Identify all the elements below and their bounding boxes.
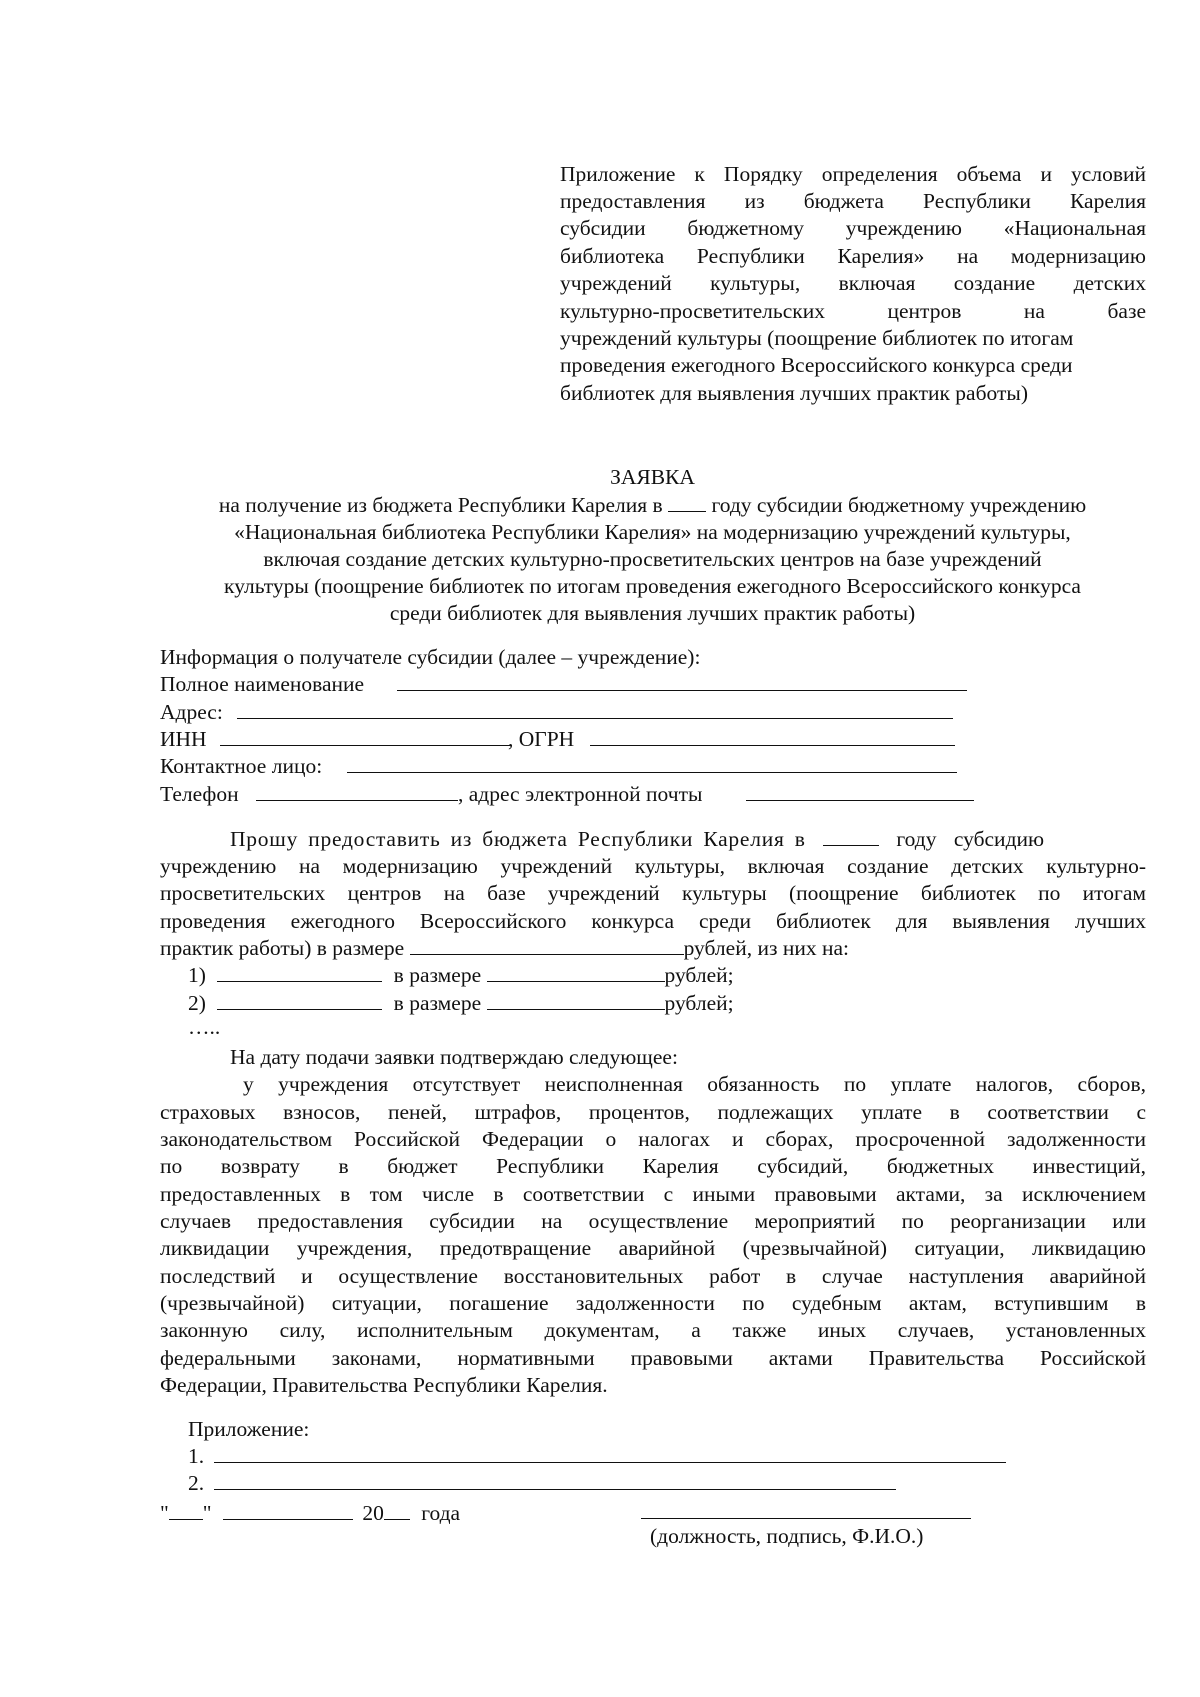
title-line-5: среди библиотек для выявления лучших практик работы): [389, 601, 916, 625]
quote-close: ": [202, 1501, 212, 1525]
signature-caption: (должность, подпись, Ф.И.О.): [650, 1524, 924, 1548]
item-purpose-field[interactable]: [217, 990, 382, 1010]
attachment-number: 1.: [188, 1444, 205, 1468]
confirm-intro: На дату подачи заявки подтверждаю следующее:: [230, 1045, 678, 1069]
item-purpose-field[interactable]: [217, 962, 382, 982]
appendix-line: библиотек для выявления лучших практик работы): [560, 381, 1029, 405]
confirm-line: законную силу, исполнительным документам, а также иных случаев, установленных: [160, 1318, 1146, 1342]
amount-unit: рублей, из них на:: [683, 936, 849, 960]
recipient-intro: Информация о получателе субсидии (далее – учреждение):: [160, 645, 701, 669]
signature-field[interactable]: [641, 1518, 971, 1519]
item-number: 2): [188, 991, 206, 1015]
appendix-line: Приложение к Порядку определения объема и условий: [560, 162, 1146, 186]
full-name-field[interactable]: [397, 690, 967, 691]
confirm-line: (чрезвычайной) ситуации, погашение задолженности по судебным актам, вступившим в: [160, 1291, 1146, 1315]
title-line-1: [0, 492, 1200, 519]
title-line-2: «Национальная библиотека Республики Карелия» на модернизацию учреждений культуры,: [234, 520, 1071, 544]
quote-open: ": [160, 1501, 169, 1525]
confirm-line: федеральными законами, нормативными правовыми актами Правительства Российской: [160, 1346, 1146, 1370]
request-year-blank: [823, 826, 879, 846]
list-item: [188, 990, 734, 1016]
title-line-1-end: году субсидии бюджетному учреждению: [711, 493, 1087, 517]
item-size-label: в размере: [393, 991, 482, 1015]
confirm-line: законодательством Российской Федерации о налогах и сборах, просроченной задолженности: [160, 1127, 1146, 1151]
item-amount-field[interactable]: [487, 962, 665, 982]
attachments-label: Приложение:: [188, 1417, 310, 1441]
title-line-4: культуры (поощрение библиотек по итогам проведения ежегодного Всероссийского конкурса: [224, 574, 1081, 598]
contact-field[interactable]: [347, 772, 957, 773]
appendix-line: субсидии бюджетному учреждению «Национальная: [560, 216, 1146, 240]
confirm-line: ликвидации учреждения, предотвращение аварийной (чрезвычайной) ситуации, ликвидацию: [160, 1236, 1146, 1260]
title-line-3: включая создание детских культурно-просветительских центров на базе учреждений: [263, 547, 1042, 571]
confirm-line: случаев предоставления субсидии на осуществление мероприятий по реорганизации или: [160, 1209, 1146, 1233]
email-label: , адрес электронной почты: [458, 782, 703, 806]
ogrn-label: , ОГРН: [508, 727, 575, 751]
appendix-line: предоставления из бюджета Республики Карелия: [560, 189, 1146, 213]
confirm-line: по возврату в бюджет Республики Карелия субсидий, бюджетных инвестиций,: [160, 1154, 1146, 1178]
attachment-number: 2.: [188, 1471, 205, 1495]
title-line-1-start: на получение из бюджета Республики Карелия в: [218, 493, 663, 517]
year-blank: [668, 492, 706, 512]
address-field[interactable]: [237, 718, 953, 719]
item-size-label: в размере: [393, 963, 482, 987]
inn-field[interactable]: [220, 745, 510, 746]
request-line-1-end: году субсидию: [896, 827, 1045, 851]
appendix-line: учреждений культуры (поощрение библиотек по итогам: [560, 326, 1074, 350]
appendix-line: библиотека Республики Карелия» на модернизацию: [560, 244, 1146, 268]
confirm-line: у учреждения отсутствует неисполненная обязанность по уплате налогов, сборов,: [243, 1072, 1146, 1096]
request-line-3: просветительских центров на базе учреждений культуры (поощрение библиотек по итогам: [160, 881, 1146, 905]
item-amount-field[interactable]: [487, 990, 665, 1010]
year-suffix: года: [421, 1501, 461, 1525]
request-line-1-start: Прошу предоставить из бюджета Республики Карелия в: [230, 827, 806, 851]
attachment-field-1[interactable]: [214, 1462, 1006, 1463]
amount-label: практик работы) в размере: [160, 936, 405, 960]
amount-field[interactable]: [410, 935, 684, 955]
ogrn-field[interactable]: [590, 745, 955, 746]
appendix-line: проведения ежегодного Всероссийского конкурса среди: [560, 353, 1073, 377]
year-field[interactable]: [384, 1500, 410, 1520]
month-field[interactable]: [223, 1500, 353, 1520]
ellipsis: …..: [188, 1015, 221, 1039]
contact-label: Контактное лицо:: [160, 754, 323, 778]
confirm-line: последствий и осуществление восстановительных работ в случае наступления аварийной: [160, 1264, 1146, 1288]
full-name-label: Полное наименование: [160, 672, 365, 696]
list-item: [188, 962, 734, 988]
appendix-line: учреждений культуры, включая создание детских: [560, 271, 1146, 295]
confirm-line: страховых взносов, пеней, штрафов, процентов, подлежащих уплате в соответствии с: [160, 1100, 1146, 1124]
confirm-line: Федерации, Правительства Республики Карелия.: [160, 1373, 608, 1397]
phone-field[interactable]: [256, 800, 458, 801]
request-line-4: проведения ежегодного Всероссийского конкурса среди библиотек для выявления лучших: [160, 909, 1146, 933]
item-unit: рублей;: [664, 963, 734, 987]
appendix-line: культурно-просветительских центров на базе: [560, 299, 1146, 323]
phone-label: Телефон: [160, 782, 239, 806]
request-line-5: [160, 935, 849, 961]
date-line: [160, 1500, 460, 1526]
confirm-line: предоставленных в том числе в соответствии с иными правовыми актами, за исключением: [160, 1182, 1146, 1206]
day-field[interactable]: [169, 1500, 203, 1520]
attachment-field-2[interactable]: [214, 1489, 896, 1490]
inn-label: ИНН: [160, 727, 207, 751]
year-prefix: 20: [362, 1501, 384, 1525]
item-unit: рублей;: [664, 991, 734, 1015]
page-title: ЗАЯВКА: [610, 465, 695, 489]
email-field[interactable]: [746, 800, 974, 801]
address-label: Адрес:: [160, 700, 223, 724]
request-line-1: [230, 826, 1146, 852]
item-number: 1): [188, 963, 206, 987]
request-line-2: учреждению на модернизацию учреждений культуры, включая создание детских культурно-: [160, 854, 1146, 878]
